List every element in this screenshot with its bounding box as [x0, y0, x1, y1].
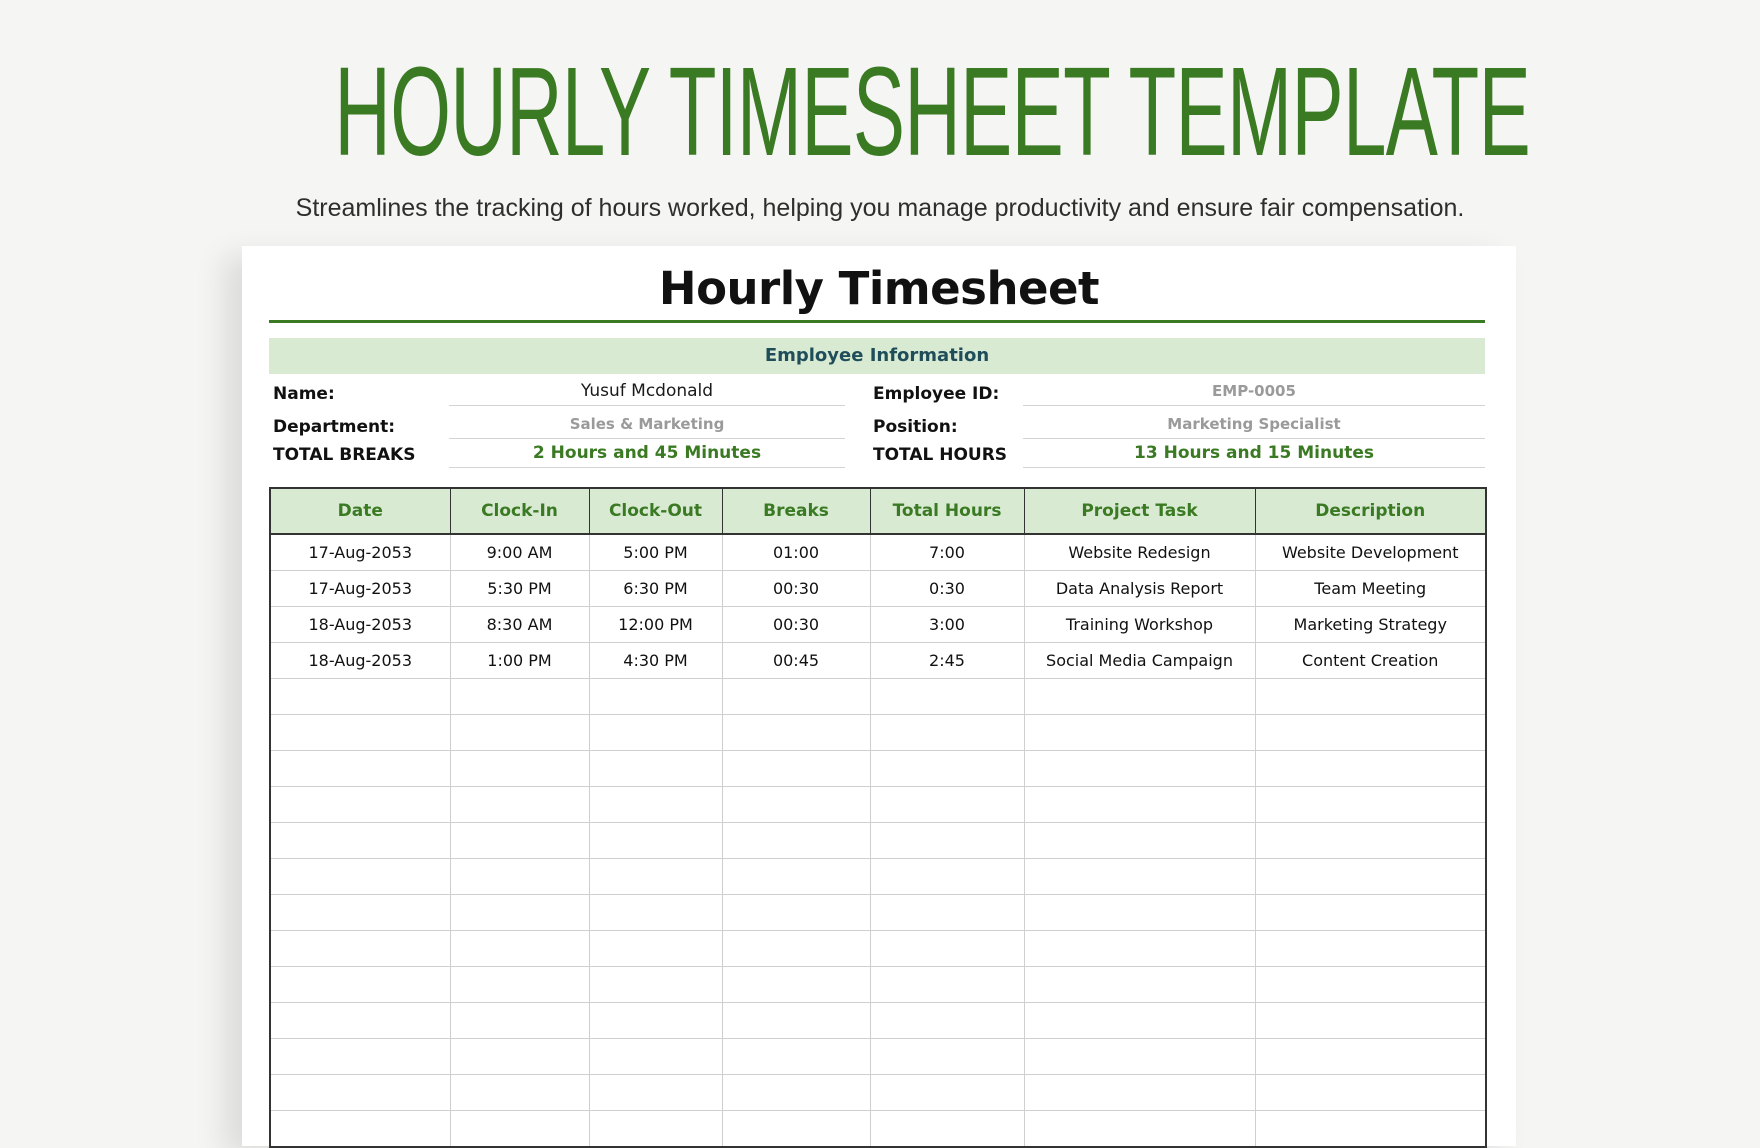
breaks-cell[interactable]: 00:45	[722, 643, 870, 679]
total-hours-value: 13 Hours and 15 Minutes	[1023, 439, 1485, 468]
empty-date-cell[interactable]	[270, 823, 450, 859]
table-row	[270, 643, 1486, 679]
date-cell[interactable]: 18-Aug-2053	[270, 607, 450, 643]
empty-project-task-cell[interactable]	[1024, 787, 1255, 823]
empty-date-cell[interactable]	[270, 1039, 450, 1075]
sheet-title: Hourly Timesheet	[658, 262, 1100, 315]
empty-clock-out-cell[interactable]	[589, 1111, 722, 1148]
clock-out-cell[interactable]: 5:00 PM	[589, 534, 722, 571]
empty-clock-out-cell[interactable]	[589, 787, 722, 823]
empty-table-row	[270, 895, 1486, 931]
empty-clock-out-cell[interactable]	[589, 823, 722, 859]
empty-clock-in-cell[interactable]	[450, 895, 589, 931]
column-header-clock-in: Clock-In	[450, 488, 589, 534]
empty-breaks-cell[interactable]	[722, 967, 870, 1003]
empty-clock-in-cell[interactable]	[450, 1075, 589, 1111]
empty-description-cell[interactable]	[1255, 1075, 1486, 1111]
empty-breaks-cell[interactable]	[722, 715, 870, 751]
total-hours-cell[interactable]: 3:00	[870, 607, 1024, 643]
empty-clock-out-cell[interactable]	[589, 931, 722, 967]
column-header-date: Date	[270, 488, 450, 534]
total-hours-cell[interactable]: 2:45	[870, 643, 1024, 679]
table-row	[270, 607, 1486, 643]
empty-table-row	[270, 1039, 1486, 1075]
empty-description-cell[interactable]	[1255, 715, 1486, 751]
page-headline: HOURLY TIMESHEET TEMPLATE	[334, 41, 1531, 182]
empty-project-task-cell[interactable]	[1024, 715, 1255, 751]
empty-clock-out-cell[interactable]	[589, 895, 722, 931]
column-header-clock-out: Clock-Out	[589, 488, 722, 534]
empty-clock-in-cell[interactable]	[450, 1003, 589, 1039]
breaks-cell[interactable]: 00:30	[722, 571, 870, 607]
name-value[interactable]: Yusuf Mcdonald	[449, 377, 845, 406]
date-cell[interactable]: 17-Aug-2053	[270, 571, 450, 607]
empty-clock-in-cell[interactable]	[450, 931, 589, 967]
timesheet-body	[270, 534, 1486, 1147]
project-task-cell[interactable]: Social Media Campaign	[1024, 643, 1255, 679]
empty-table-row	[270, 1075, 1486, 1111]
clock-in-cell[interactable]: 8:30 AM	[450, 607, 589, 643]
empty-total-hours-cell[interactable]	[870, 895, 1024, 931]
empty-project-task-cell[interactable]	[1024, 823, 1255, 859]
empty-date-cell[interactable]	[270, 1003, 450, 1039]
timesheet-table	[269, 487, 1487, 1148]
empty-table-row	[270, 1003, 1486, 1039]
empty-date-cell[interactable]	[270, 1075, 450, 1111]
description-cell[interactable]: Marketing Strategy	[1255, 607, 1486, 643]
empty-total-hours-cell[interactable]	[870, 1075, 1024, 1111]
empty-project-task-cell[interactable]	[1024, 895, 1255, 931]
empty-project-task-cell[interactable]	[1024, 1039, 1255, 1075]
empty-table-row	[270, 679, 1486, 715]
project-task-cell[interactable]: Website Redesign	[1024, 534, 1255, 571]
name-label: Name:	[273, 384, 335, 404]
clock-out-cell[interactable]: 6:30 PM	[589, 571, 722, 607]
empty-project-task-cell[interactable]	[1024, 679, 1255, 715]
empty-project-task-cell[interactable]	[1024, 751, 1255, 787]
position-value[interactable]: Marketing Specialist	[1023, 410, 1485, 439]
empty-total-hours-cell[interactable]	[870, 1003, 1024, 1039]
empty-clock-out-cell[interactable]	[589, 967, 722, 1003]
empty-table-row	[270, 715, 1486, 751]
column-header-project-task: Project Task	[1024, 488, 1255, 534]
table-row	[270, 571, 1486, 607]
empty-clock-in-cell[interactable]	[450, 1111, 589, 1148]
empty-clock-in-cell[interactable]	[450, 679, 589, 715]
empty-description-cell[interactable]	[1255, 823, 1486, 859]
empty-total-hours-cell[interactable]	[870, 751, 1024, 787]
clock-in-cell[interactable]: 9:00 AM	[450, 534, 589, 571]
empty-breaks-cell[interactable]	[722, 751, 870, 787]
empty-breaks-cell[interactable]	[722, 931, 870, 967]
empty-project-task-cell[interactable]	[1024, 1111, 1255, 1148]
clock-in-cell[interactable]: 1:00 PM	[450, 643, 589, 679]
description-cell[interactable]: Website Development	[1255, 534, 1486, 571]
empty-breaks-cell[interactable]	[722, 1003, 870, 1039]
empty-table-row	[270, 931, 1486, 967]
empty-description-cell[interactable]	[1255, 1039, 1486, 1075]
empty-total-hours-cell[interactable]	[870, 787, 1024, 823]
timesheet-sheet	[242, 246, 1516, 1146]
date-cell[interactable]: 18-Aug-2053	[270, 643, 450, 679]
empty-description-cell[interactable]	[1255, 1003, 1486, 1039]
empty-clock-out-cell[interactable]	[589, 859, 722, 895]
table-row	[270, 534, 1486, 571]
total-breaks-label: TOTAL BREAKS	[273, 445, 416, 465]
empty-description-cell[interactable]	[1255, 895, 1486, 931]
empty-table-row	[270, 787, 1486, 823]
empty-description-cell[interactable]	[1255, 931, 1486, 967]
empty-date-cell[interactable]	[270, 967, 450, 1003]
empty-description-cell[interactable]	[1255, 679, 1486, 715]
empty-breaks-cell[interactable]	[722, 823, 870, 859]
empty-total-hours-cell[interactable]	[870, 823, 1024, 859]
empty-clock-in-cell[interactable]	[450, 823, 589, 859]
empty-date-cell[interactable]	[270, 931, 450, 967]
title-divider	[269, 320, 1485, 323]
employee-id-label: Employee ID:	[873, 384, 1000, 404]
empty-description-cell[interactable]	[1255, 1111, 1486, 1148]
column-header-breaks: Breaks	[722, 488, 870, 534]
table-header-row	[270, 488, 1486, 534]
empty-description-cell[interactable]	[1255, 751, 1486, 787]
date-cell[interactable]: 17-Aug-2053	[270, 534, 450, 571]
empty-clock-in-cell[interactable]	[450, 1039, 589, 1075]
empty-description-cell[interactable]	[1255, 859, 1486, 895]
empty-clock-out-cell[interactable]	[589, 1075, 722, 1111]
empty-clock-out-cell[interactable]	[589, 1039, 722, 1075]
empty-breaks-cell[interactable]	[722, 895, 870, 931]
empty-clock-in-cell[interactable]	[450, 715, 589, 751]
empty-clock-in-cell[interactable]	[450, 859, 589, 895]
empty-project-task-cell[interactable]	[1024, 931, 1255, 967]
project-task-cell[interactable]: Training Workshop	[1024, 607, 1255, 643]
empty-breaks-cell[interactable]	[722, 1111, 870, 1148]
empty-table-row	[270, 751, 1486, 787]
position-label: Position:	[873, 417, 958, 437]
empty-breaks-cell[interactable]	[722, 859, 870, 895]
breaks-cell[interactable]: 01:00	[722, 534, 870, 571]
empty-clock-in-cell[interactable]	[450, 967, 589, 1003]
employee-id-value[interactable]: EMP-0005	[1023, 377, 1485, 406]
column-header-description: Description	[1255, 488, 1486, 534]
empty-total-hours-cell[interactable]	[870, 931, 1024, 967]
empty-total-hours-cell[interactable]	[870, 859, 1024, 895]
empty-table-row	[270, 823, 1486, 859]
description-cell[interactable]: Content Creation	[1255, 643, 1486, 679]
breaks-cell[interactable]: 00:30	[722, 607, 870, 643]
clock-out-cell[interactable]: 4:30 PM	[589, 643, 722, 679]
empty-clock-in-cell[interactable]	[450, 787, 589, 823]
empty-breaks-cell[interactable]	[722, 1039, 870, 1075]
empty-date-cell[interactable]	[270, 679, 450, 715]
empty-table-row	[270, 859, 1486, 895]
empty-project-task-cell[interactable]	[1024, 967, 1255, 1003]
project-task-cell[interactable]: Data Analysis Report	[1024, 571, 1255, 607]
empty-total-hours-cell[interactable]	[870, 1039, 1024, 1075]
empty-project-task-cell[interactable]	[1024, 859, 1255, 895]
total-breaks-value: 2 Hours and 45 Minutes	[449, 439, 845, 468]
empty-date-cell[interactable]	[270, 1111, 450, 1148]
empty-breaks-cell[interactable]	[722, 679, 870, 715]
empty-date-cell[interactable]	[270, 895, 450, 931]
total-hours-label: TOTAL HOURS	[873, 445, 1008, 465]
empty-description-cell[interactable]	[1255, 967, 1486, 1003]
department-value[interactable]: Sales & Marketing	[449, 410, 845, 439]
empty-breaks-cell[interactable]	[722, 1075, 870, 1111]
empty-project-task-cell[interactable]	[1024, 1003, 1255, 1039]
empty-total-hours-cell[interactable]	[870, 679, 1024, 715]
column-header-total-hours: Total Hours	[870, 488, 1024, 534]
empty-table-row	[270, 967, 1486, 1003]
empty-date-cell[interactable]	[270, 859, 450, 895]
empty-description-cell[interactable]	[1255, 787, 1486, 823]
empty-clock-out-cell[interactable]	[589, 1003, 722, 1039]
page-subtitle: Streamlines the tracking of hours worked, helping you manage productivity and ensure fair compensation.	[295, 194, 1465, 222]
empty-clock-in-cell[interactable]	[450, 751, 589, 787]
empty-total-hours-cell[interactable]	[870, 1111, 1024, 1148]
empty-clock-out-cell[interactable]	[589, 751, 722, 787]
empty-clock-out-cell[interactable]	[589, 679, 722, 715]
empty-table-row	[270, 1111, 1486, 1148]
empty-total-hours-cell[interactable]	[870, 715, 1024, 751]
clock-out-cell[interactable]: 12:00 PM	[589, 607, 722, 643]
empty-breaks-cell[interactable]	[722, 787, 870, 823]
department-label: Department:	[273, 417, 396, 437]
total-hours-cell[interactable]: 0:30	[870, 571, 1024, 607]
empty-date-cell[interactable]	[270, 751, 450, 787]
clock-in-cell[interactable]: 5:30 PM	[450, 571, 589, 607]
total-hours-cell[interactable]: 7:00	[870, 534, 1024, 571]
empty-total-hours-cell[interactable]	[870, 967, 1024, 1003]
empty-date-cell[interactable]	[270, 715, 450, 751]
employee-info-header: Employee Information	[269, 338, 1485, 374]
description-cell[interactable]: Team Meeting	[1255, 571, 1486, 607]
empty-date-cell[interactable]	[270, 787, 450, 823]
empty-clock-out-cell[interactable]	[589, 715, 722, 751]
empty-project-task-cell[interactable]	[1024, 1075, 1255, 1111]
